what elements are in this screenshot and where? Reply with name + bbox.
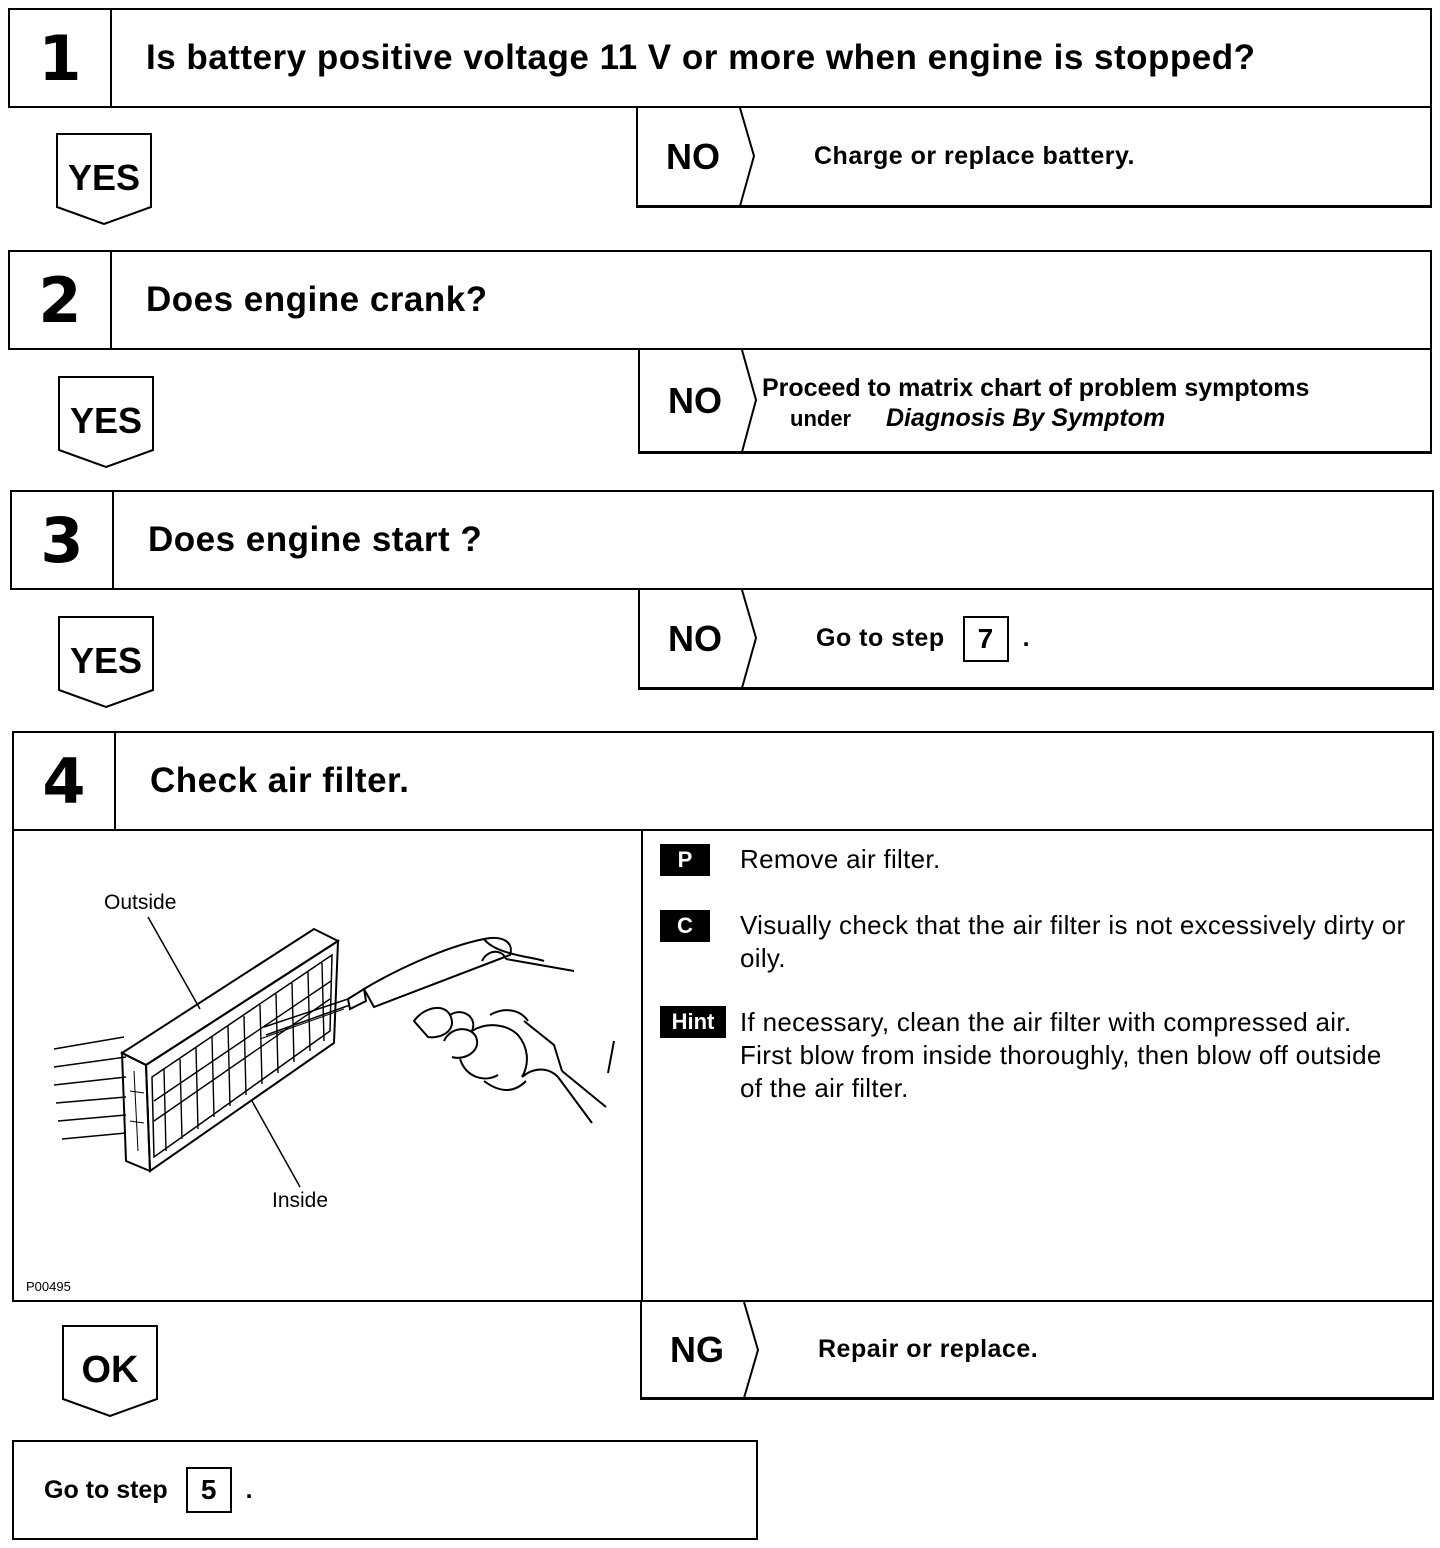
step-number: 1 <box>10 10 112 106</box>
no-label: NO <box>666 135 720 177</box>
step-number: 2 <box>10 252 112 348</box>
yes-label: YES <box>69 400 143 441</box>
label-outside: Outside <box>104 891 177 914</box>
instruction-procedure <box>660 844 710 876</box>
period: . <box>245 1475 253 1504</box>
chevron-separator <box>740 590 760 690</box>
chevron-separator <box>738 108 758 208</box>
step-1-box <box>8 8 1432 108</box>
no-branch-box <box>636 108 1432 208</box>
ok-arrow[interactable] <box>62 1325 158 1417</box>
ok-label: OK <box>81 1349 139 1391</box>
ok-arrow-shape <box>62 1325 158 1417</box>
leader-line-inside <box>252 1101 300 1187</box>
ng-label: NG <box>670 1328 724 1370</box>
instruction-text: If necessary, clean the air filter with compressed air. First blow from inside thoroughly, then blow off outside of the air filter. <box>740 1007 1382 1103</box>
step-2-box <box>8 250 1432 350</box>
chevron-separator <box>742 1302 762 1400</box>
final-go-to-step-box <box>12 1440 758 1540</box>
no-branch-box <box>638 350 1432 454</box>
yes-label: YES <box>67 157 141 198</box>
step-3-box <box>10 490 1434 590</box>
instruction-check <box>660 910 710 942</box>
tag-hint: Hint <box>660 1006 726 1038</box>
air-gun-and-hand <box>260 938 614 1123</box>
ng-branch-box <box>640 1302 1434 1400</box>
no-action-prefix: under <box>790 406 852 431</box>
no-label: NO <box>668 617 722 659</box>
filter-element <box>122 929 338 1171</box>
go-to-step-text: Go to step <box>44 1475 168 1504</box>
step-number: 3 <box>12 492 114 588</box>
leader-line-outside <box>148 917 200 1009</box>
yes-arrow[interactable] <box>56 133 152 225</box>
step-number: 4 <box>14 733 116 829</box>
yes-arrow-shape <box>58 376 154 468</box>
no-action <box>816 590 1030 687</box>
yes-arrow[interactable] <box>58 376 154 468</box>
tag-procedure: P <box>660 844 710 876</box>
step-4-box <box>12 731 1434 831</box>
yes-arrow-shape <box>58 616 154 708</box>
no-action-text: Charge or replace battery. <box>814 142 1135 170</box>
ng-action-text: Repair or replace. <box>818 1335 1039 1363</box>
no-label: NO <box>668 379 722 421</box>
no-action-reference[interactable]: Diagnosis By Symptom <box>886 404 1166 432</box>
step-question: Does engine start ? <box>148 520 483 559</box>
yes-arrow-shape <box>56 133 152 225</box>
instruction-hint <box>660 1006 726 1038</box>
yes-label: YES <box>69 640 143 681</box>
step-question: Is battery positive voltage 11 V or more when engine is stopped? <box>146 38 1256 77</box>
step-question: Check air filter. <box>150 761 410 800</box>
air-stream-lines <box>54 1037 126 1139</box>
step-link-5[interactable]: 5 <box>186 1467 232 1513</box>
no-action-line1: Proceed to matrix chart of problem symptoms <box>762 374 1310 402</box>
figure-code: P00495 <box>26 1279 71 1294</box>
air-filter-illustration <box>14 831 638 1299</box>
final-go-to-step <box>44 1442 253 1538</box>
period: . <box>1022 624 1031 652</box>
instruction-text: Remove air filter. <box>740 844 941 874</box>
instruction-text: Visually check that the air filter is not excessively dirty or oily. <box>740 910 1406 973</box>
step-link-7[interactable]: 7 <box>963 616 1009 662</box>
yes-arrow[interactable] <box>58 616 154 708</box>
step-question: Does engine crank? <box>146 280 488 319</box>
go-to-step-text: Go to step <box>816 624 945 652</box>
divider <box>641 829 643 1300</box>
chevron-separator <box>740 350 760 454</box>
tag-check: C <box>660 910 710 942</box>
no-branch-box <box>638 590 1434 690</box>
label-inside: Inside <box>272 1189 329 1212</box>
